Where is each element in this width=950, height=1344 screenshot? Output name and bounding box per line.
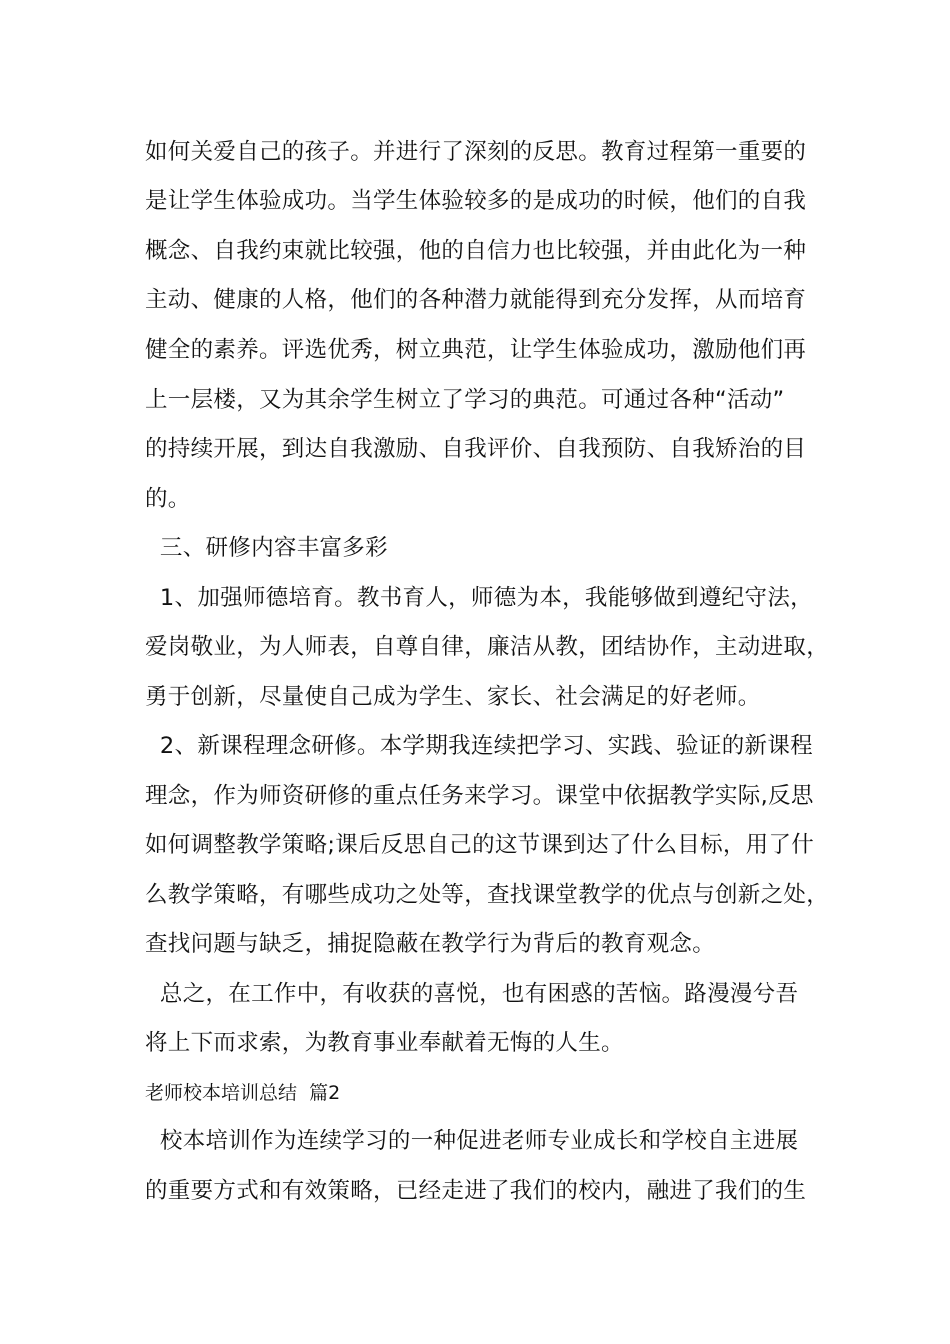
paragraph-line: 的重要方式和有效策略，已经走进了我们的校内，融进了我们的生 xyxy=(145,1178,807,1204)
paragraph-line: 的。 xyxy=(145,486,191,512)
paragraph-line: 么教学策略，有哪些成功之处等，查找课堂教学的优点与创新之处， xyxy=(145,882,830,908)
section-heading: 老师校本培训总结 篇2 xyxy=(145,1082,341,1104)
paragraph-line: 总之，在工作中，有收获的喜悦，也有困惑的苦恼。路漫漫兮吾 xyxy=(145,981,799,1007)
section-subheading: 三、研修内容丰富多彩 xyxy=(145,535,388,561)
paragraph-line: 上一层楼，又为其余学生树立了学习的典范。可通过各种“活动” xyxy=(145,387,785,413)
paragraph-line: 理念，作为师资研修的重点任务来学习。课堂中依据教学实际,反思 xyxy=(145,783,814,809)
paragraph-line: 如何关爱自己的孩子。并进行了深刻的反思。教育过程第一重要的 xyxy=(145,139,807,165)
paragraph-line: 爱岗敬业，为人师表，自尊自律，廉洁从教，团结协作，主动进取， xyxy=(145,634,830,660)
paragraph-line: 校本培训作为连续学习的一种促进老师专业成长和学校自主进展 xyxy=(145,1128,799,1154)
paragraph-line: 如何调整教学策略;课后反思自己的这节课到达了什么目标，用了什 xyxy=(145,832,815,858)
paragraph-line: 将上下而求索，为教育事业奉献着无悔的人生。 xyxy=(145,1030,624,1056)
paragraph-line: 查找问题与缺乏，捕捉隐蔽在教学行为背后的教育观念。 xyxy=(145,931,716,957)
paragraph-line: 1、加强师德培育。教书育人，师德为本，我能够做到遵纪守法， xyxy=(145,585,813,611)
paragraph-line: 是让学生体验成功。当学生体验较多的是成功的时候，他们的自我 xyxy=(145,188,807,214)
paragraph-line: 的持续开展，到达自我激励、自我评价、自我预防、自我矫治的目 xyxy=(145,436,807,462)
paragraph-line: 概念、自我约束就比较强，他的自信力也比较强，并由此化为一种 xyxy=(145,238,807,264)
paragraph-line: 主动、健康的人格，他们的各种潜力就能得到充分发挥，从而培育 xyxy=(145,287,807,313)
paragraph-line: 勇于创新，尽量使自己成为学生、家长、社会满足的好老师。 xyxy=(145,684,761,710)
paragraph-line: 2、新课程理念研修。本学期我连续把学习、实践、验证的新课程 xyxy=(145,733,813,759)
paragraph-line: 健全的素养。评选优秀，树立典范，让学生体验成功，激励他们再 xyxy=(145,337,807,363)
